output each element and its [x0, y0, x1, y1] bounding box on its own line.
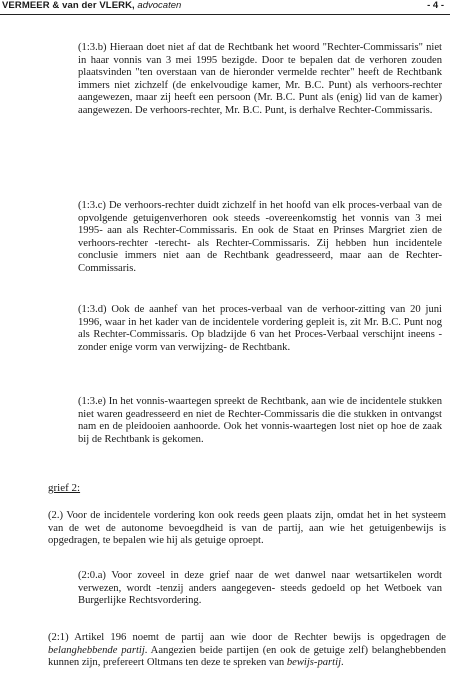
paragraph-2-1-text-b: . Aangezien beide partijen (en ook de getuige zelf) belanghebbenden kunnen zijn, prefereert Oltmans ten deze te spreken van: [48, 644, 446, 669]
paragraph-1-3-b: (1:3.b) Hieraan doet niet af dat de Rechtbank het woord "Rechter-Commissaris" niet in haar vonnis van 3 mei 1995 bezigde. Door te bepalen dat de verhoren zouden plaatsvinden "ten overstaan van de hieronder vermelde rechter" heeft de Rechtbank immers niet zichzelf (de enkelvoudige kamer, Mr. B.C. Punt) als verhoors-rechter aangewezen, maar zij heeft een persoon (Mr. B.C. Punt als (enig) lid van de kamer) aangewezen. De verhoors-rechter, Mr. B.C. Punt, is derhalve Rechter-Commissaris.: [78, 42, 442, 116]
letterhead: [2, 0, 181, 12]
page-number: - 4 -: [427, 0, 444, 11]
paragraph-1-3-d: (1:3.d) Ook de aanhef van het proces-verbaal van de verhoor-zitting van 20 juni 1996, waar in het kader van de incidentele vordering gepleit is, zit Mr. B.C. Punt nog als Rechter-Commissaris. Op bladzijde 6 van het Proces-Verbaal verschijnt ineens -zonder enige vorm van verwijzing- de Rechtbank.: [78, 304, 442, 353]
term-belanghebbende-partij: belanghebbende partij: [48, 644, 145, 656]
paragraph-2-1-text-a: (2:1) Artikel 196 noemt de partij aan wie door de Rechter bewijs is opgedragen de: [48, 632, 446, 643]
firm-subtitle: advocaten: [134, 0, 182, 11]
page-header: [0, 0, 450, 15]
paragraph-2-1-text-c: .: [341, 657, 344, 669]
section-heading-grief-2: grief 2:: [48, 482, 81, 494]
term-bewijs-partij: bewijs-partij: [286, 657, 342, 669]
paragraph-2-0-a: (2:0.a) Voor zoveel in deze grief naar de wet danwel naar wetsartikelen wordt verwezen, wordt -tenzij anders aangegeven- steeds gedoeld op het Wetboek van Burgerlijke Rechtsvordering.: [78, 570, 442, 607]
paragraph-2-1: [48, 632, 446, 670]
paragraph-1-3-e: (1:3.e) In het vonnis-waartegen spreekt de Rechtbank, aan wie de incidentele stukken niet waren geadresseerd en niet de Rechter-Commissaris die die stukken in ontvangst nam en de pleidooien aanhoorde. Ook het vonnis-waartegen lost niet op hoe de zaak bij de Rechtbank is gekomen.: [78, 396, 442, 445]
firm-name: VERMEER & van der VLERK,: [2, 0, 135, 11]
paragraph-1-3-c: (1:3.c) De verhoors-rechter duidt zichzelf in het hoofd van elk proces-verbaal van de opvolgende getuigenverhoren ook steeds -overeenkomstig het vonnis van 3 mei 1995- aan als Rechter-Commissaris. En ook de Staat en Prinses Margriet zien de verhoors-rechter -terecht- als Rechter-Commissaris. Zij hebben hun incidentele conclusie immers niet aan de Rechtbank geadresseerd, maar aan de Rechter-Commissaris.: [78, 200, 442, 274]
paragraph-2: (2.) Voor de incidentele vordering kon ook reeds geen plaats zijn, omdat het in het systeem van de wet de autonome bevoegdheid is van de partij, aan wie het getuigenbewijs is opgedragen, te bepalen wie hij als getuige oproept.: [48, 510, 446, 547]
